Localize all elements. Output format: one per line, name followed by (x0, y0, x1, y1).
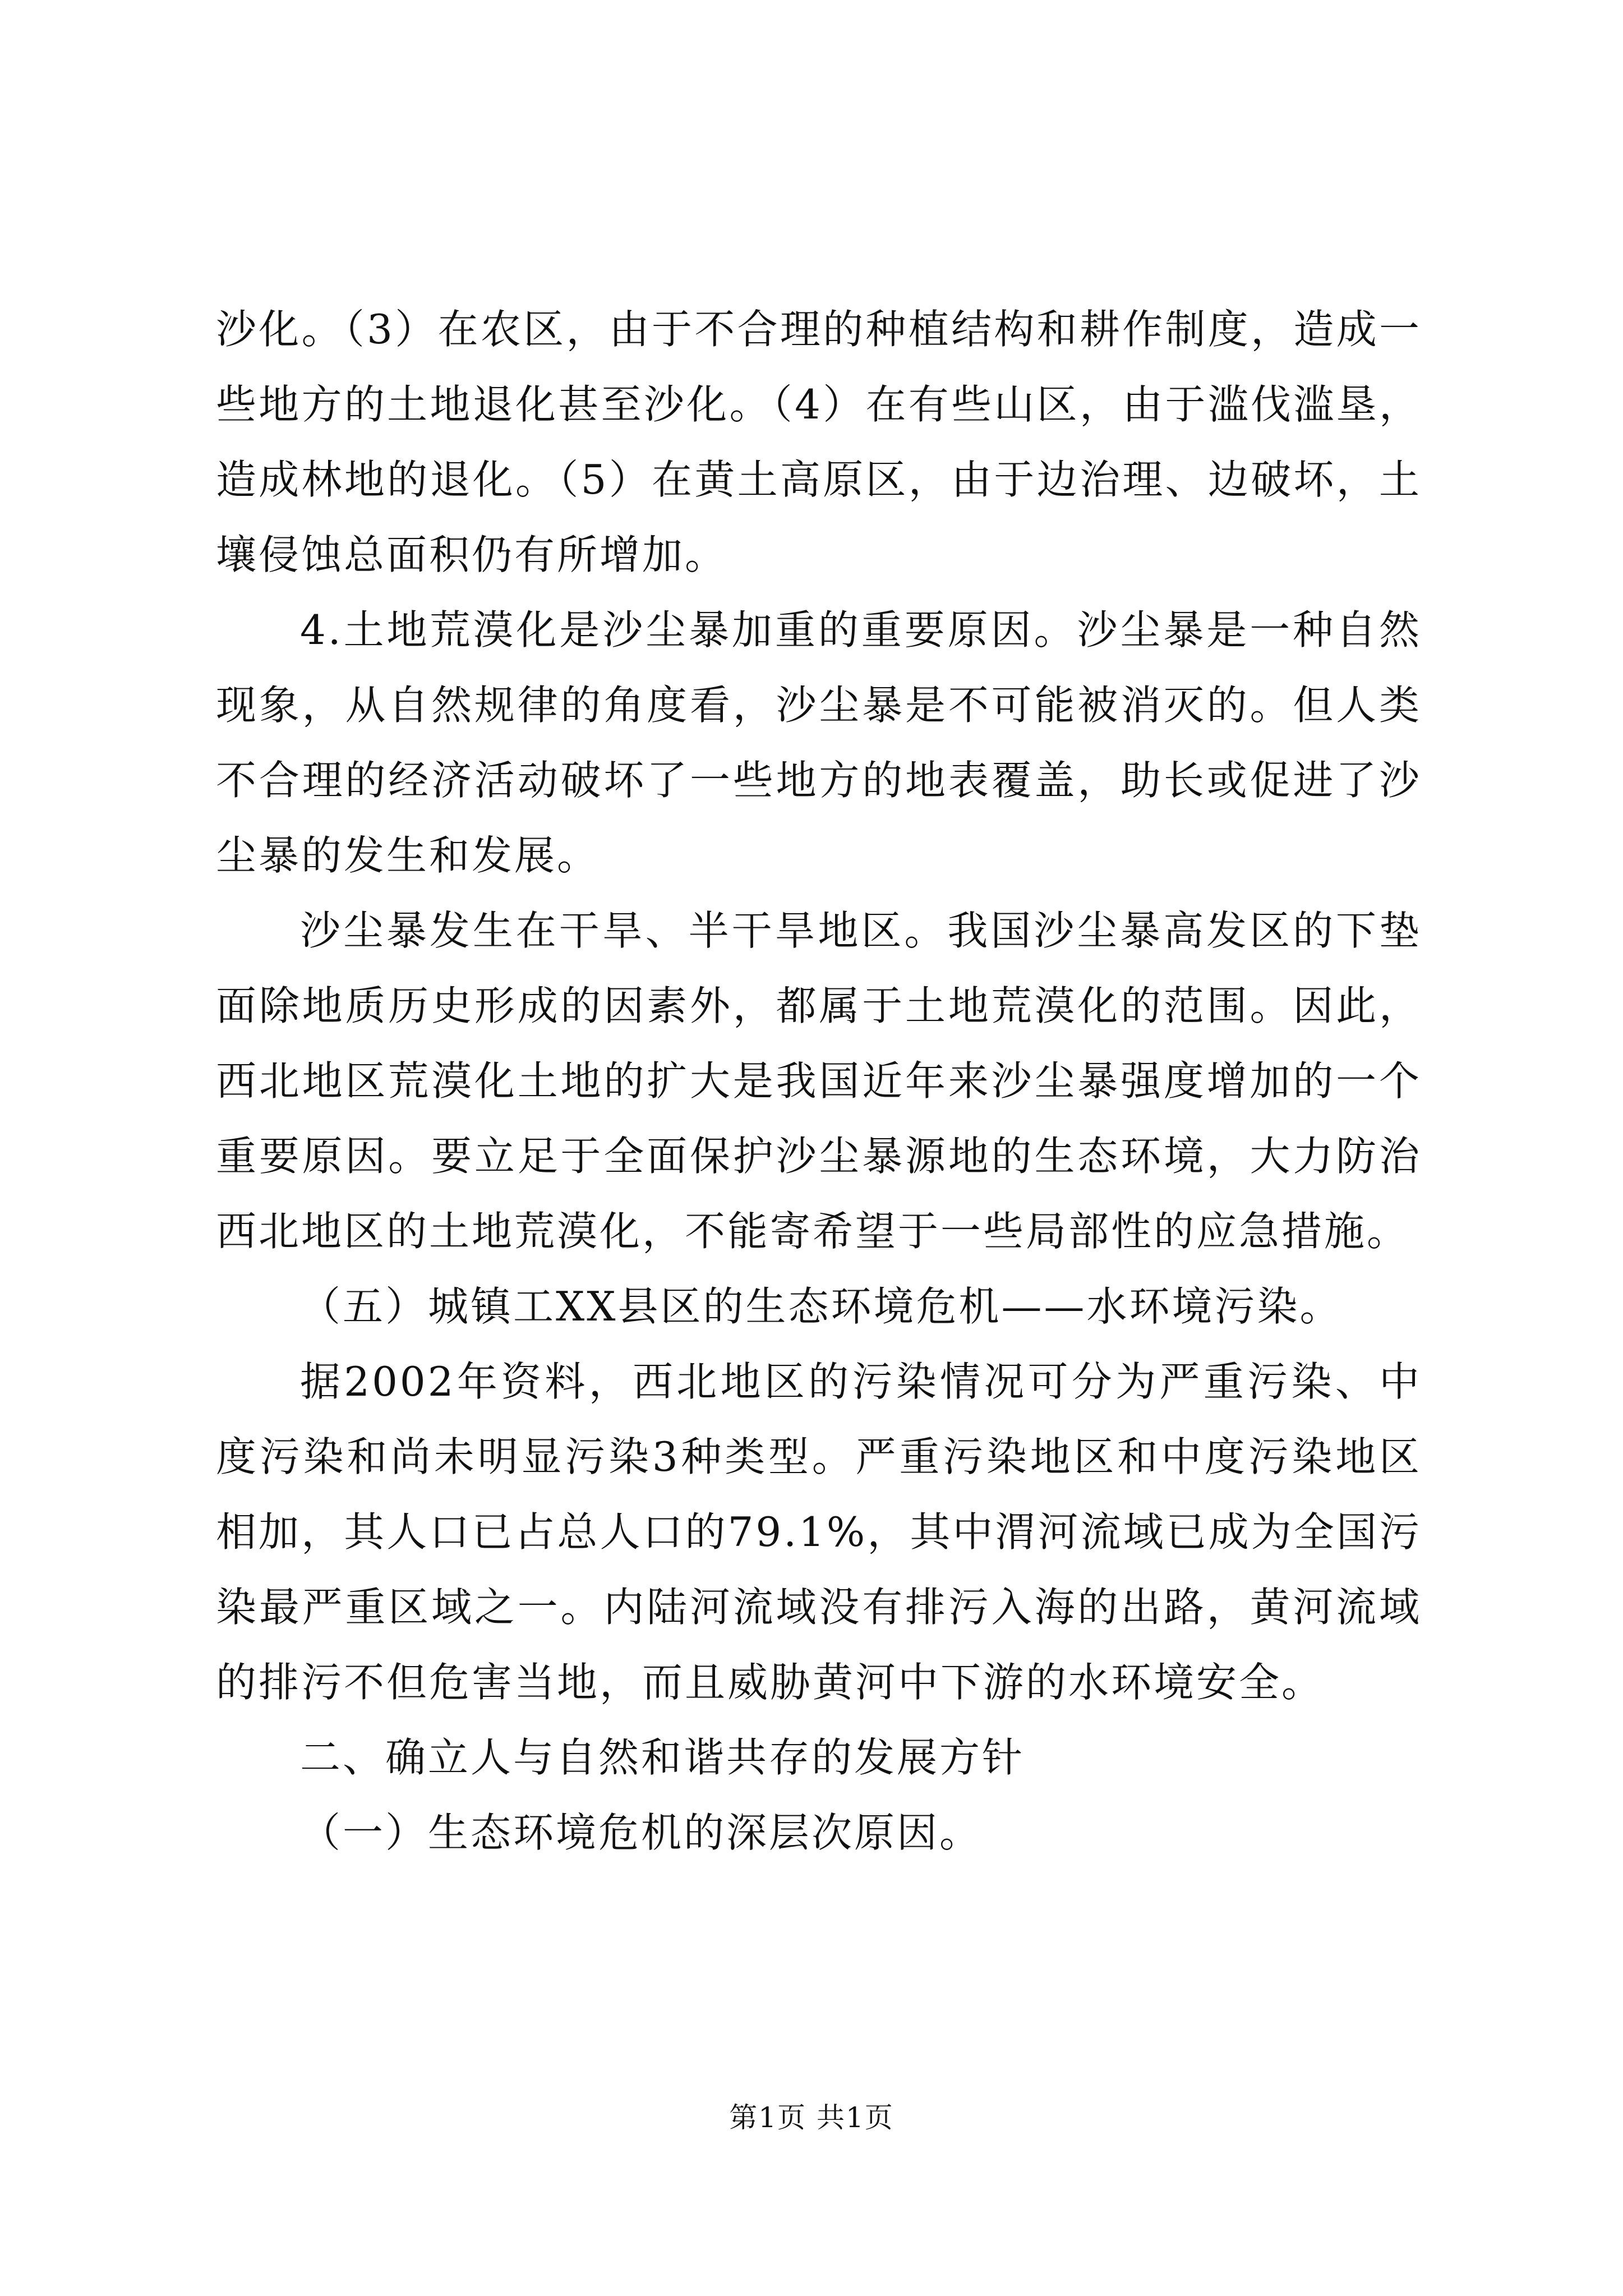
paragraph-1: 沙化。（3）在农区，由于不合理的种植结构和耕作制度，造成一些地方的土地退化甚至沙化。（4）在有些山区，由于滥伐滥垦，造成林地的退化。（5）在黄土高原区，由于边治理、边破坏，土壤侵蚀总面积仍有所增加。 (216, 306, 1422, 578)
paragraph-4: 据2002年资料，西北地区的污染情况可分为严重污染、中度污染和尚未明显污染3种类型。严重污染地区和中度污染地区相加，其人口已占总人口的79.1%，其中渭河流域已成为全国污染最严重区域之一。内陆河流域没有排污入海的出路，黄河流域的排污不但危害当地，而且威胁黄河中下游的水环境安全。 (216, 1358, 1422, 1706)
section-heading-1: （一）生态环境危机的深层次原因。 (300, 1809, 983, 1856)
paragraph-3: 沙尘暴发生在干旱、半干旱地区。我国沙尘暴高发区的下垫面除地质历史形成的因素外，都属于土地荒漠化的范围。因此，西北地区荒漠化土地的扩大是我国近年来沙尘暴强度增加的一个重要原因。要立足于全面保护沙尘暴源地的生态环境，大力防治西北地区的土地荒漠化，不能寄希望于一些局部性的应急措施。 (216, 907, 1422, 1255)
chapter-heading-2: 二、确立人与自然和谐共存的发展方针 (300, 1734, 1025, 1781)
section-heading-5: （五）城镇工XX县区的生态环境危机——水环境污染。 (300, 1283, 1343, 1330)
paragraph-2: 4.土地荒漠化是沙尘暴加重的重要原因。沙尘暴是一种自然现象，从自然规律的角度看，沙尘暴是不可能被消灭的。但人类不合理的经济活动破坏了一些地方的地表覆盖，助长或促进了沙尘暴的发生和发展。 (216, 606, 1422, 879)
page-footer: 第1页 共1页 (729, 2101, 894, 2134)
document-body (216, 292, 1422, 1870)
